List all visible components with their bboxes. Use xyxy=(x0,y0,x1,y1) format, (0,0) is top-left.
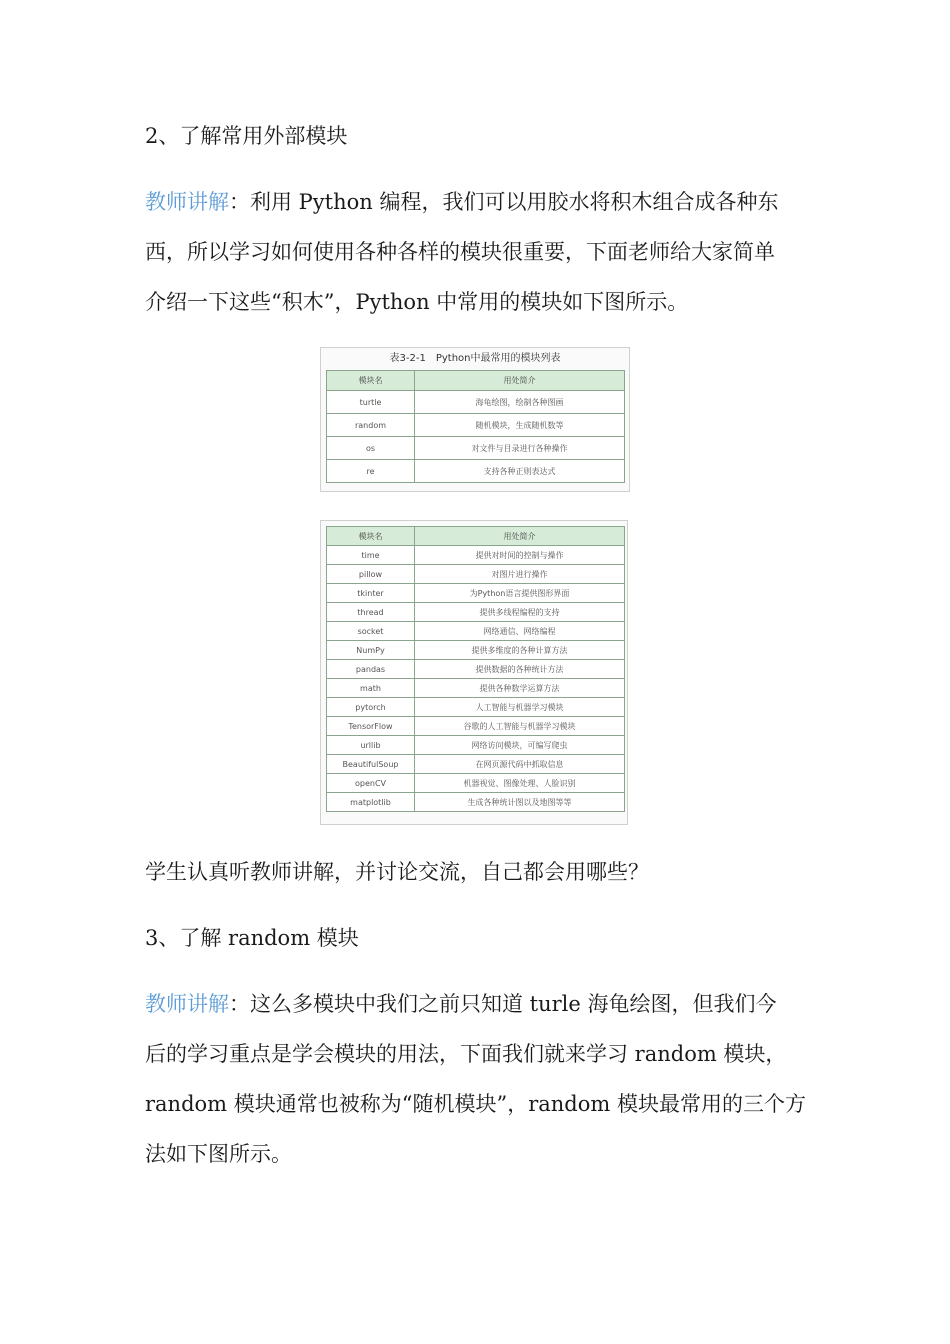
table-header-name: 模块名 xyxy=(327,371,415,391)
module-desc-cell: 谷歌的人工智能与机器学习模块 xyxy=(415,717,625,736)
module-desc-cell: 生成各种统计图以及地图等等 xyxy=(415,793,625,812)
table-row xyxy=(327,698,625,717)
table-row xyxy=(327,391,625,414)
paragraph-teacher-2-line-4: 法如下图所示。 xyxy=(145,1142,292,1166)
table-row xyxy=(327,622,625,641)
module-name-cell: random xyxy=(327,414,415,437)
module-desc-cell: 提供各种数学运算方法 xyxy=(415,679,625,698)
paragraph-teacher-1-line-2: 西，所以学习如何使用各种各样的模块很重要，下面老师给大家简单 xyxy=(145,240,775,264)
module-table-1 xyxy=(326,370,625,483)
module-desc-cell: 海龟绘图，绘制各种图画 xyxy=(415,391,625,414)
module-desc-cell: 在网页源代码中抓取信息 xyxy=(415,755,625,774)
module-desc-cell: 网络通信、网络编程 xyxy=(415,622,625,641)
table-header-desc: 用处简介 xyxy=(415,371,625,391)
module-table-2 xyxy=(326,526,625,812)
table-row xyxy=(327,414,625,437)
module-name-cell: TensorFlow xyxy=(327,717,415,736)
table-row xyxy=(327,774,625,793)
module-desc-cell: 支持各种正则表达式 xyxy=(415,460,625,483)
module-desc-cell: 对文件与目录进行各种操作 xyxy=(415,437,625,460)
table-row xyxy=(327,546,625,565)
module-name-cell: socket xyxy=(327,622,415,641)
paragraph-teacher-2-line-3: random 模块通常也被称为“随机模块”，random 模块最常用的三个方 xyxy=(145,1092,806,1116)
module-desc-cell: 随机模块，生成随机数等 xyxy=(415,414,625,437)
module-desc-cell: 提供数据的各种统计方法 xyxy=(415,660,625,679)
module-name-cell: time xyxy=(327,546,415,565)
table-row xyxy=(327,679,625,698)
table-row xyxy=(327,736,625,755)
table-row xyxy=(327,437,625,460)
module-desc-cell: 提供多维度的各种计算方法 xyxy=(415,641,625,660)
module-name-cell: thread xyxy=(327,603,415,622)
paragraph-teacher-1-line-3: 介绍一下这些“积木”，Python 中常用的模块如下图所示。 xyxy=(145,290,689,314)
module-name-cell: turtle xyxy=(327,391,415,414)
module-desc-cell: 人工智能与机器学习模块 xyxy=(415,698,625,717)
module-table-image-1 xyxy=(320,347,630,492)
table-row xyxy=(327,565,625,584)
module-name-cell: NumPy xyxy=(327,641,415,660)
table-row xyxy=(327,793,625,812)
paragraph-text: ：这么多模块中我们之前只知道 turle 海龟绘图，但我们今 xyxy=(229,992,777,1016)
table-row xyxy=(327,641,625,660)
heading-3: 3、了解 random 模块 xyxy=(145,926,359,950)
module-name-cell: pandas xyxy=(327,660,415,679)
module-name-cell: os xyxy=(327,437,415,460)
table-body xyxy=(327,391,625,483)
module-name-cell: re xyxy=(327,460,415,483)
table-header-desc: 用处简介 xyxy=(415,527,625,546)
module-name-cell: tkinter xyxy=(327,584,415,603)
module-desc-cell: 机器视觉、图像处理、人脸识别 xyxy=(415,774,625,793)
table-body xyxy=(327,546,625,812)
module-desc-cell: 对图片进行操作 xyxy=(415,565,625,584)
table-row xyxy=(327,660,625,679)
module-desc-cell: 为Python语言提供图形界面 xyxy=(415,584,625,603)
table-row xyxy=(327,460,625,483)
teacher-label: 教师讲解 xyxy=(145,190,229,214)
paragraph-students: 学生认真听教师讲解，并讨论交流，自己都会用哪些？ xyxy=(145,860,649,884)
module-name-cell: pillow xyxy=(327,565,415,584)
module-name-cell: matplotlib xyxy=(327,793,415,812)
module-desc-cell: 网络访问模块，可编写爬虫 xyxy=(415,736,625,755)
paragraph-teacher-2-line-2: 后的学习重点是学会模块的用法，下面我们就来学习 random 模块， xyxy=(145,1042,787,1066)
table-row xyxy=(327,755,625,774)
module-desc-cell: 提供多线程编程的支持 xyxy=(415,603,625,622)
module-table-image-2 xyxy=(320,520,628,825)
module-name-cell: openCV xyxy=(327,774,415,793)
table-row xyxy=(327,603,625,622)
table-row xyxy=(327,717,625,736)
module-name-cell: urllib xyxy=(327,736,415,755)
table-caption: 表3-2-1 Python中最常用的模块列表 xyxy=(389,353,561,364)
table-row xyxy=(327,584,625,603)
table-header-name: 模块名 xyxy=(327,527,415,546)
module-desc-cell: 提供对时间的控制与操作 xyxy=(415,546,625,565)
module-name-cell: pytorch xyxy=(327,698,415,717)
paragraph-text: ：利用 Python 编程，我们可以用胶水将积木组合成各种东 xyxy=(229,190,779,214)
module-name-cell: BeautifulSoup xyxy=(327,755,415,774)
teacher-label: 教师讲解 xyxy=(145,992,229,1016)
module-name-cell: math xyxy=(327,679,415,698)
paragraph-teacher-2-line-1 xyxy=(145,990,777,1018)
paragraph-teacher-1-line-1 xyxy=(145,188,778,216)
heading-2: 2、了解常用外部模块 xyxy=(145,124,348,148)
